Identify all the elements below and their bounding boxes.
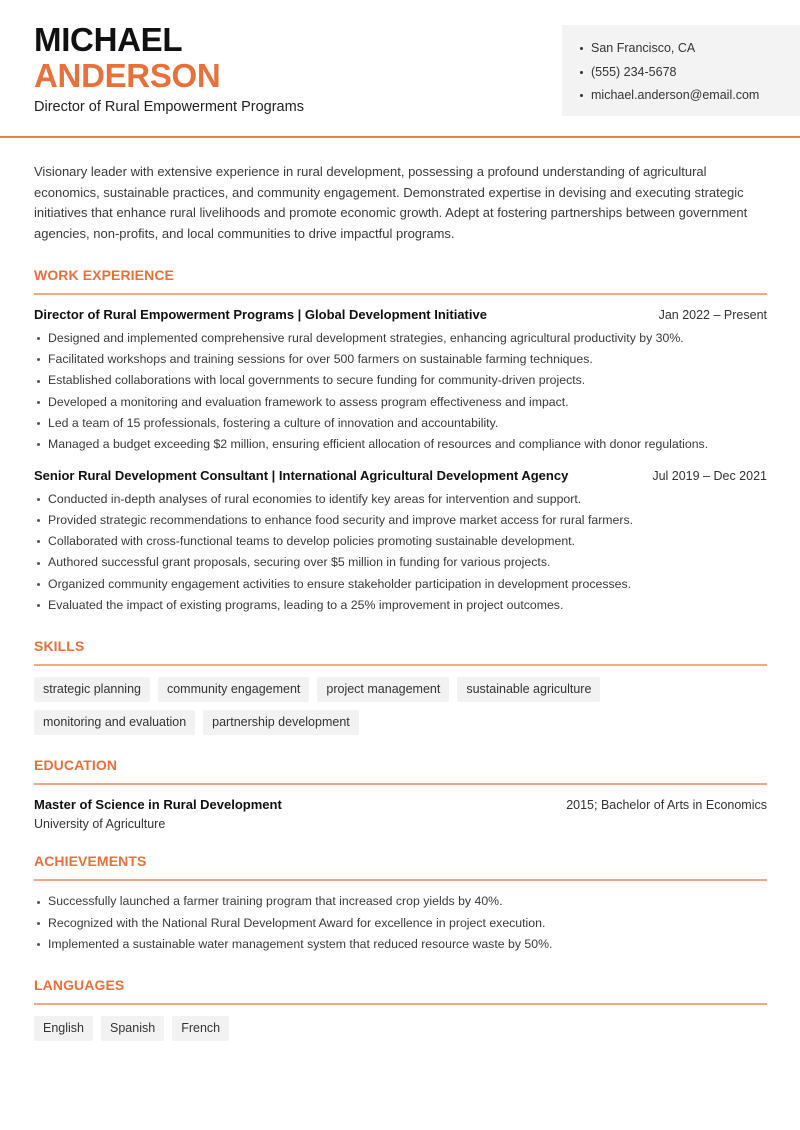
bullet-icon: [37, 519, 40, 522]
list-item: [34, 531, 767, 552]
bullet-icon: [37, 337, 40, 340]
list-item: [34, 413, 767, 434]
bullet-text: Developed a monitoring and evaluation framework to assess program effectiveness and impact.: [48, 394, 569, 409]
resume-header: [0, 0, 800, 138]
bullet-icon: [37, 901, 40, 904]
bullet-text: Conducted in-depth analyses of rural economies to identify key areas for intervention and support.: [48, 491, 582, 506]
contact-location: [580, 37, 800, 61]
bullet-text: Implemented a sustainable water management system that reduced resource waste by 50%.: [48, 936, 553, 951]
bullet-text: Evaluated the impact of existing programs, leading to a 25% improvement in project outcomes.: [48, 598, 564, 613]
section-title-achievements: ACHIEVEMENTS: [34, 853, 767, 881]
skill-tag: partnership development: [203, 710, 359, 735]
skill-tag: monitoring and evaluation: [34, 710, 195, 735]
bullet-icon: [37, 922, 40, 925]
bullet-text: Collaborated with cross-functional teams to develop policies promoting sustainable development.: [48, 534, 576, 549]
bullet-text: Led a team of 15 professionals, fostering a culture of innovation and accountability.: [48, 416, 499, 430]
list-item: [34, 434, 767, 455]
bullet-icon: [580, 71, 583, 74]
last-name: ANDERSON: [34, 57, 221, 94]
skill-tag: community engagement: [158, 677, 309, 702]
bullet-icon: [37, 422, 40, 425]
bullet-icon: [37, 943, 40, 946]
language-tag: Spanish: [101, 1016, 164, 1041]
section-title-languages: LANGUAGES: [34, 977, 767, 1005]
bullet-text: Organized community engagement activities to ensure stakeholder participation in development processes.: [48, 576, 632, 591]
edu-school: University of Agriculture: [34, 817, 166, 832]
language-tag: English: [34, 1016, 93, 1041]
section-title-skills: SKILLS: [34, 638, 767, 666]
list-item: [34, 370, 767, 391]
list-item: [34, 510, 767, 531]
job-entry: [34, 468, 767, 617]
summary: Visionary leader with extensive experience in rural development, possessing a profound understanding of agricultural economics, sustainable practices, and community engagement. Demonstrated expertise in devising and executing strategic initiatives that enhance rural livelihoods and promote economic growth. Adept at fostering partnerships between government agencies, non-profits, and local communities to drive impactful programs.: [34, 164, 748, 242]
name-block: [34, 22, 220, 94]
education-entry: [34, 797, 767, 831]
edu-degree: Master of Science in Rural Development: [34, 797, 282, 813]
bullet-icon: [37, 540, 40, 543]
bullet-icon: [37, 443, 40, 446]
job-role: Senior Rural Development Consultant | International Agricultural Development Agency: [34, 467, 569, 483]
achievements-list: [34, 891, 767, 955]
section-title-education: EDUCATION: [34, 757, 767, 785]
section-title-work: WORK EXPERIENCE: [34, 267, 767, 295]
bullet-icon: [37, 583, 40, 586]
languages-list: [34, 1016, 767, 1041]
job-bullets: [34, 328, 767, 456]
contact-email-text[interactable]: michael.anderson@email.com: [591, 88, 760, 103]
skill-tag: strategic planning: [34, 677, 150, 702]
list-item: [34, 913, 767, 934]
list-item: [34, 328, 767, 349]
list-item: [34, 552, 767, 573]
bullet-icon: [580, 94, 583, 97]
contact-phone-text: (555) 234-5678: [591, 64, 677, 79]
bullet-icon: [37, 401, 40, 404]
job-bullets: [34, 489, 767, 617]
bullet-icon: [37, 604, 40, 607]
job-title: Director of Rural Empowerment Programs: [34, 99, 304, 115]
bullet-icon: [37, 562, 40, 565]
bullet-icon: [37, 380, 40, 383]
list-item: [34, 891, 767, 912]
list-item: [34, 392, 767, 413]
list-item: [34, 595, 767, 616]
resume-body: [34, 162, 767, 1041]
list-item: [34, 489, 767, 510]
bullet-text: Facilitated workshops and training sessions for over 500 farmers on sustainable farming techniques.: [48, 352, 593, 367]
job-dates: Jan 2022 – Present: [658, 307, 767, 322]
language-tag: French: [172, 1016, 229, 1041]
skill-tag: project management: [317, 677, 449, 702]
edu-meta: 2015; Bachelor of Arts in Economics: [566, 798, 767, 813]
bullet-text: Provided strategic recommendations to enhance food security and improve market access for rural farmers.: [48, 512, 634, 527]
list-item: [34, 934, 767, 955]
contact-email[interactable]: [580, 84, 800, 108]
bullet-icon: [37, 358, 40, 361]
bullet-text: Recognized with the National Rural Development Award for excellence in project execution.: [48, 915, 546, 930]
contact-location-text: San Francisco, CA: [591, 41, 696, 56]
contact-phone: [580, 61, 800, 85]
bullet-icon: [37, 498, 40, 501]
list-item: [34, 349, 767, 370]
bullet-text: Managed a budget exceeding $2 million, ensuring efficient allocation of resources and compliance with donor regulations.: [48, 437, 709, 452]
bullet-icon: [580, 47, 583, 50]
list-item: [34, 574, 767, 595]
bullet-text: Designed and implemented comprehensive rural development strategies, enhancing agricultural productivity by 30%.: [48, 330, 684, 345]
skill-tag: sustainable agriculture: [457, 677, 600, 702]
skills-list: [34, 677, 767, 735]
first-name: MICHAEL: [34, 21, 183, 58]
bullet-text: Established collaborations with local governments to secure funding for community-driven projects.: [48, 373, 586, 388]
job-entry: [34, 307, 767, 456]
job-role: Director of Rural Empowerment Programs | Global Development Initiative: [34, 306, 487, 322]
job-dates: Jul 2019 – Dec 2021: [652, 468, 767, 483]
bullet-text: Authored successful grant proposals, securing over $5 million in funding for various projects.: [48, 555, 551, 570]
bullet-text: Successfully launched a farmer training program that increased crop yields by 40%.: [48, 894, 503, 909]
contact-box: [562, 25, 800, 116]
